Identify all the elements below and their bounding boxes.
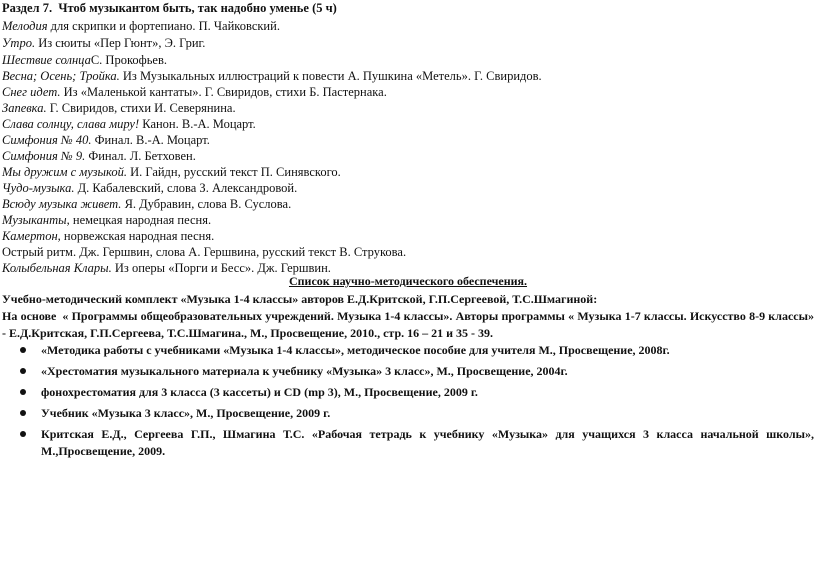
reference-list (0, 342, 816, 464)
work-details: норвежская народная песня. (60, 229, 215, 243)
repertoire-item (2, 100, 236, 116)
repertoire-item (2, 18, 280, 34)
work-details: Г. Свиридов, стихи И. Северянина. (46, 101, 236, 115)
repertoire-item (2, 164, 341, 180)
work-details: С. Прокофьев. (90, 53, 168, 67)
repertoire-item (2, 116, 256, 132)
work-title: Чудо-музыка. (2, 181, 75, 195)
reference-item (0, 426, 816, 460)
repertoire-item (2, 244, 406, 260)
repertoire-item (2, 35, 205, 51)
work-title: Мы дружим с музыкой. (2, 165, 127, 179)
reference-item (0, 384, 816, 401)
work-title: Слава солнцу, слава миру! (2, 117, 140, 131)
work-details: Финал. Л. Бетховен. (85, 149, 196, 163)
repertoire-item (2, 148, 196, 164)
bullet-icon (20, 347, 26, 353)
reference-text: «Хрестоматия музыкального материала к учебнику «Музыка» 3 класс», М., Просвещение, 2004г. (41, 364, 568, 378)
work-details: И. Гайдн, русский текст П. Синявского. (127, 165, 341, 179)
reference-item (0, 405, 816, 422)
work-title: Мелодия (2, 19, 48, 33)
work-details: Я. Дубравин, слова В. Суслова. (121, 197, 292, 211)
reference-text: Учебник «Музыка 3 класс», М., Просвещение, 2009 г. (41, 406, 331, 420)
work-details: для скрипки и фортепиано. П. Чайковский. (47, 19, 280, 33)
bullet-icon (20, 410, 26, 416)
reference-item (0, 342, 816, 359)
repertoire-item (2, 196, 291, 212)
section-heading: Раздел 7. Чтоб музыкантом быть, так надобно уменье (5 ч) (2, 1, 337, 15)
reference-text: Критская Е.Д., Сергеева Г.П., Шмагина Т.С. «Рабочая тетрадь к учебнику «Музыка» для учащихся 3 класса начальной школы», М.,Просвещение, 2009. (41, 427, 814, 458)
work-details: Д. Кабалевский, слова З. Александровой. (74, 181, 298, 195)
work-title: Запевка. (2, 101, 47, 115)
work-title: Снег идет. (2, 85, 61, 99)
program-basis (2, 308, 814, 342)
bullet-icon (20, 368, 26, 374)
work-title: Шествие солнца (2, 53, 91, 67)
work-title: Симфония № 40. (2, 133, 92, 147)
work-details: немецкая народная песня. (69, 213, 212, 227)
repertoire-item (2, 180, 297, 196)
work-title: Весна; Осень; Тройка. (2, 69, 120, 83)
work-title: Музыканты, (2, 213, 70, 227)
bullet-icon (20, 431, 26, 437)
bullet-icon (20, 389, 26, 395)
program-basis-text: « Программы общеобразовательных учреждений. Музыка 1-4 классы». Авторы программы « Музыка 1-7 классы. Искусство 8-9 классы» - Е.Д.Критская, Г.П.Сергеева, Т.С.Шмагина., М., Просвещение, 2010., стр. 16 – 21 и 35 - 39. (2, 309, 814, 340)
work-title: Колыбельная Клары. (2, 261, 112, 275)
work-details: Из Музыкальных иллюстраций к повести А. Пушкина «Метель». Г. Свиридов. (119, 69, 542, 83)
work-details: Из «Маленькой кантаты». Г. Свиридов, стихи Б. Пастернака. (60, 85, 387, 99)
repertoire-item (2, 84, 387, 100)
work-details: Из оперы «Порги и Бесс». Дж. Гершвин. (111, 261, 331, 275)
work-title: Утро. (2, 36, 36, 50)
teaching-complex-line: Учебно-методический комплект «Музыка 1-4 классы» авторов Е.Д.Критской, Г.П.Сергеевой, Т.С.Шмагиной: (2, 292, 598, 306)
repertoire-item (2, 228, 214, 244)
work-details: Финал. В.-А. Моцарт. (91, 133, 210, 147)
work-details: Острый ритм. Дж. Гершвин, слова А. Гершвина, русский текст В. Струкова. (2, 245, 407, 259)
repertoire-item (2, 132, 210, 148)
reference-text: «Методика работы с учебниками «Музыка 1-4 классы», методическое пособие для учителя М., Просвещение, 2008г. (41, 343, 670, 357)
repertoire-item (2, 52, 167, 68)
work-title: Симфония № 9. (2, 149, 86, 163)
work-details: Из сюиты «Пер Гюнт», Э. Григ. (35, 36, 206, 50)
repertoire-item (2, 212, 211, 228)
repertoire-item (2, 68, 542, 84)
reference-text: фонохрестоматия для 3 класса (3 кассеты) и CD (mp 3), М., Просвещение, 2009 г. (41, 385, 478, 399)
work-title: Всюду музыка живет. (2, 197, 122, 211)
reference-item (0, 363, 816, 380)
work-title: Камертон, (2, 229, 61, 243)
bibliography-title: Список научно-методического обеспечения. (288, 274, 528, 288)
work-details: Канон. В.-А. Моцарт. (139, 117, 256, 131)
program-basis-label: На основе (2, 309, 57, 323)
